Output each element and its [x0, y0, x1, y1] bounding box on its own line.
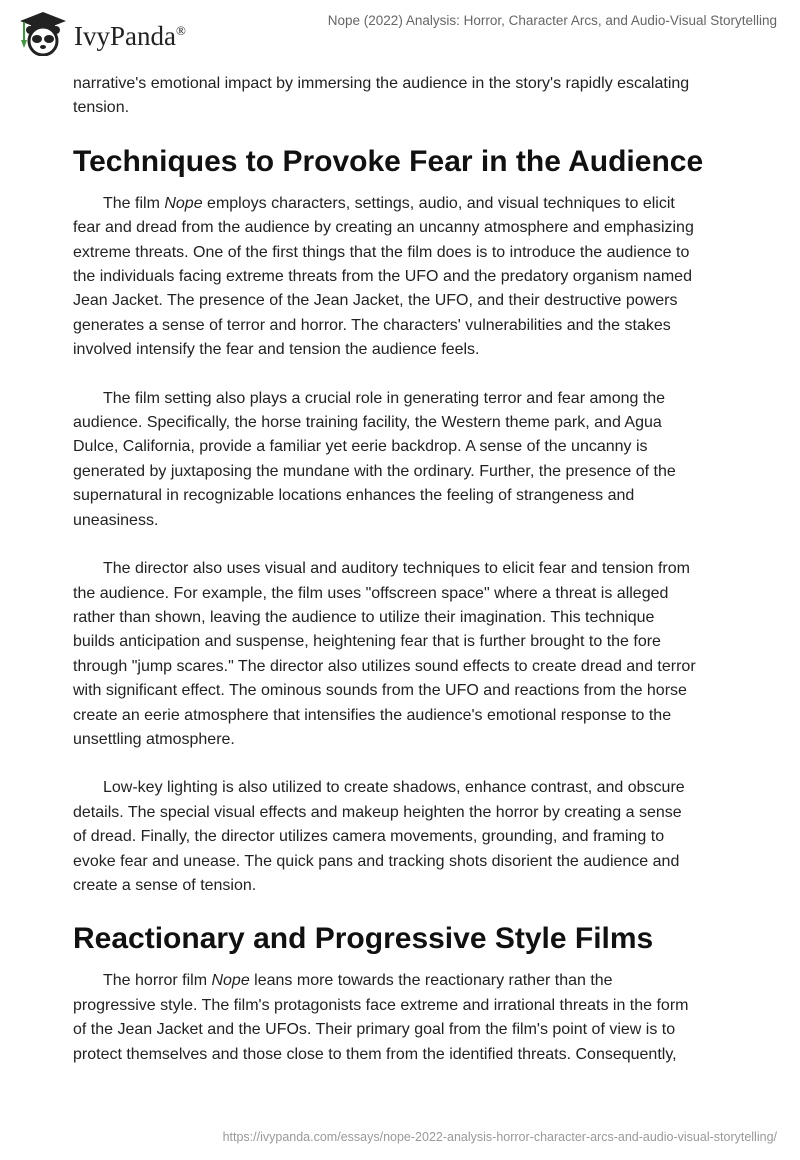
text-line — [73, 969, 753, 993]
essay-content — [73, 72, 753, 1091]
page-header — [0, 0, 800, 60]
text-line: Dulce, California, provide a familiar yet eerie backdrop. A sense of the uncanny is — [73, 438, 648, 456]
text-line: details. The special visual effects and makeup heighten the horror by creating a sense — [73, 803, 682, 821]
text-line: evoke fear and unease. The quick pans and tracking shots disorient the audience and — [73, 852, 680, 870]
text-line: unsettling atmosphere. — [73, 730, 235, 748]
section-heading-styles: Reactionary and Progressive Style Films — [73, 922, 654, 956]
text-line: generated by juxtaposing the mundane with the ordinary. Further, the presence of the — [73, 462, 676, 480]
text-fragment: employs characters, settings, audio, and visual techniques to elicit — [202, 194, 675, 212]
text-fragment: The horror film — [103, 972, 212, 990]
intro-paragraph — [73, 72, 753, 121]
section-heading-fear: Techniques to Provoke Fear in the Audience — [73, 144, 704, 178]
text-line: with significant effect. The ominous sounds from the UFO and reactions from the horse — [73, 682, 687, 700]
text-line: of dread. Finally, the director utilizes camera movements, grounding, and framing to — [73, 828, 665, 846]
text-line: Jean Jacket. The presence of the Jean Jacket, the UFO, and their destructive powers — [73, 292, 678, 310]
text-line: Low-key lighting is also utilized to create shadows, enhance contrast, and obscure — [103, 779, 685, 797]
text-line: extreme threats. One of the first things that the film does is to introduce the audience to — [73, 243, 690, 261]
text-line: create a sense of tension. — [73, 876, 257, 894]
text-line: of the Jean Jacket and the UFOs. Their primary goal from the film's point of view is to — [73, 1021, 676, 1039]
text-fragment: leans more towards the reactionary rather than the — [249, 972, 613, 990]
source-url[interactable]: https://ivypanda.com/essays/nope-2022-analysis-horror-character-arcs-and-audio-visual-storytelling/ — [222, 1130, 777, 1144]
text-line: builds anticipation and suspense, heightening fear that is further brought to the fore — [73, 633, 661, 651]
text-line: through "jump scares." The director also utilizes sound effects to create dread and terror — [73, 657, 696, 675]
text-line: protect themselves and those close to them from the identified threats. Consequently, — [73, 1045, 677, 1063]
body-paragraph — [73, 192, 753, 363]
text-line: the audience. For example, the film uses "offscreen space" where a threat is alleged — [73, 584, 669, 602]
logo-text: IvyPanda — [74, 20, 176, 51]
text-line: The director also uses visual and auditory techniques to elicit fear and tension from — [103, 560, 690, 578]
logo-wordmark — [74, 21, 186, 52]
text-line: rather than shown, leaving the audience to utilize their imagination. This technique — [73, 608, 655, 626]
text-line: uneasiness. — [73, 511, 159, 529]
body-paragraph — [73, 557, 753, 752]
body-paragraph — [73, 776, 753, 898]
ivypanda-logo[interactable] — [18, 10, 186, 56]
text-line: The film setting also plays a crucial role in generating terror and fear among the — [103, 389, 666, 407]
text-line: supernatural in recognizable locations enhances the feeling of strangeness and — [73, 487, 635, 505]
text-line — [73, 192, 753, 216]
section-fear-body — [73, 192, 753, 899]
text-line: create an eerie atmosphere that intensifies the audience's emotional response to the — [73, 706, 672, 724]
panda-graduate-icon — [18, 10, 68, 56]
section-styles-body — [73, 969, 753, 1067]
text-line: generates a sense of terror and horror. The characters' vulnerabilities and the stakes — [73, 316, 671, 334]
text-line: fear and dread from the audience by creating an uncanny atmosphere and emphasizing — [73, 219, 694, 237]
text-line: progressive style. The film's protagonists face extreme and irrational threats in the form — [73, 996, 689, 1014]
film-title-italic: Nope — [211, 972, 250, 990]
text-line: the individuals facing extreme threats from the UFO and the predatory organism named — [73, 268, 692, 286]
text-line: audience. Specifically, the horse training facility, the Western theme park, and Agua — [73, 414, 662, 432]
body-paragraph — [73, 387, 753, 533]
text-line: tension. — [73, 99, 130, 117]
document-title: Nope (2022) Analysis: Horror, Character Arcs, and Audio-Visual Storytelling — [327, 13, 777, 28]
text-line: narrative's emotional impact by immersing the audience in the story's rapidly escalating — [73, 75, 690, 92]
text-fragment: The film — [103, 194, 165, 212]
registered-mark: ® — [175, 22, 186, 38]
body-paragraph — [73, 969, 753, 1067]
text-line: involved intensify the fear and tension the audience feels. — [73, 341, 480, 359]
film-title-italic: Nope — [164, 194, 203, 212]
